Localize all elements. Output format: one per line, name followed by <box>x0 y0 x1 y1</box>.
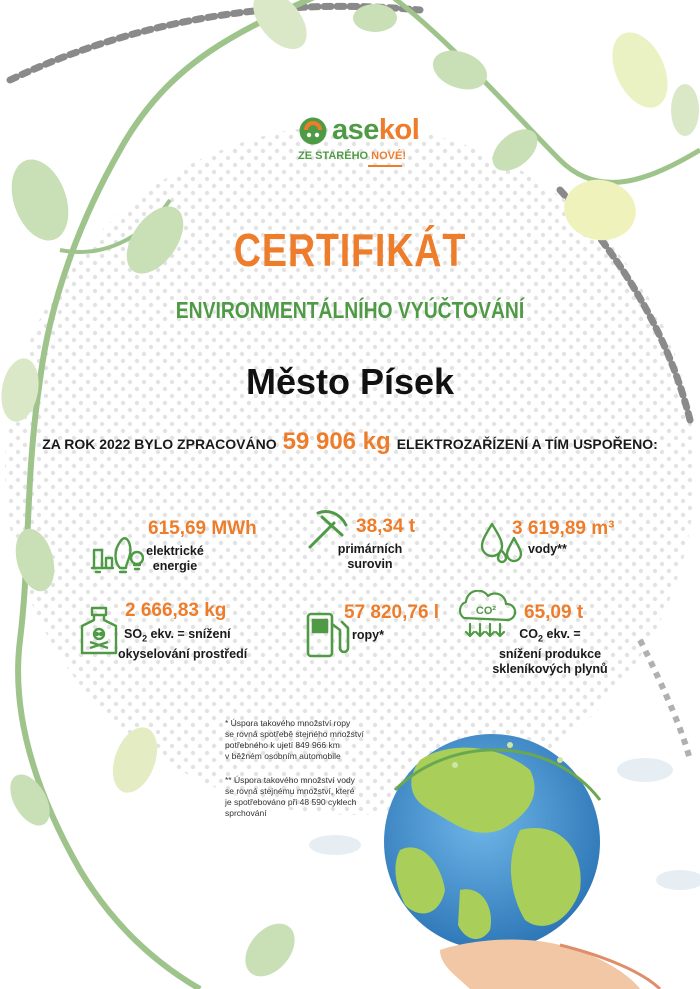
so2-label-sub: 2 <box>142 633 148 644</box>
co2-icon-text: CO² <box>475 605 497 617</box>
water-label: vody** <box>528 542 567 556</box>
summary-amount: 59 906 kg <box>282 428 391 455</box>
recipient-name: Město Písek <box>245 361 455 402</box>
logo-wordmark <box>332 114 419 146</box>
footnote-oil <box>225 718 385 762</box>
materials-label-line1: primárních <box>337 542 403 556</box>
asekol-logo-icon <box>298 116 328 146</box>
co2-label-chem: CO <box>519 627 539 641</box>
summary-prefix: ZA ROK 2022 BYLO ZPRACOVÁNO <box>42 436 277 452</box>
materials-label <box>330 542 410 572</box>
co2-label <box>480 627 620 677</box>
footnote-line: se rovná stejnému množství, které <box>225 786 355 796</box>
footnote-line: je spotřebováno při 48 590 cyklech <box>225 797 357 807</box>
summary-suffix: ELEKTROZAŘÍZENÍ A TÍM USPOŘENO: <box>396 436 658 452</box>
toxic-bottle-icon <box>78 606 120 656</box>
energy-label <box>135 544 215 574</box>
logo-word-part2: kol <box>378 114 420 146</box>
tagline-underline <box>368 165 402 167</box>
logo-tagline <box>298 150 406 162</box>
footnote-line: v běžném osobním automobile <box>225 751 341 761</box>
co2-label-line2: snížení produkce <box>498 646 602 661</box>
co2-label-rest: ekv. = <box>543 627 581 641</box>
summary-line <box>0 427 700 459</box>
energy-value: 615,69 MWh <box>148 518 257 539</box>
footnote-water <box>225 775 385 819</box>
energy-label-line1: elektrické <box>146 544 204 558</box>
so2-label-chem: SO <box>124 627 143 641</box>
co2-value: 65,09 t <box>524 602 584 623</box>
logo <box>296 112 420 174</box>
certificate-title: CERTIFIKÁT <box>233 224 467 276</box>
tagline-part2: NOVÉ! <box>371 150 406 162</box>
water-value: 3 619,89 m³ <box>512 518 615 539</box>
footnote-line: potřebného k ujetí 849 966 km <box>225 740 340 750</box>
footnote-line: * Úspora takového množství ropy <box>225 718 351 728</box>
logo-word-part1: ase <box>332 114 379 146</box>
oil-label: ropy* <box>352 628 384 642</box>
so2-label-line2: okyselování prostředí <box>118 646 248 661</box>
so2-label <box>118 627 247 662</box>
co2-label-sub: 2 <box>538 633 544 644</box>
footnote-line: sprchování <box>225 808 267 818</box>
oil-value: 57 820,76 l <box>344 602 440 623</box>
footnote-line: ** Úspora takového množství vody <box>225 775 355 785</box>
materials-label-line2: surovin <box>347 557 393 571</box>
so2-value: 2 666,83 kg <box>125 600 227 621</box>
tagline-part1: ZE STARÉHO <box>298 150 372 162</box>
energy-label-line2: energie <box>152 559 198 573</box>
co2-label-line3: skleníkových plynů <box>492 661 608 676</box>
certificate-subtitle: ENVIRONMENTÁLNÍHO VYÚČTOVÁNÍ <box>175 297 525 323</box>
materials-value: 38,34 t <box>356 516 416 537</box>
footnote-line: se rovná spotřebě stejného množství <box>225 729 364 739</box>
so2-label-rest: ekv. = snížení <box>147 627 231 641</box>
